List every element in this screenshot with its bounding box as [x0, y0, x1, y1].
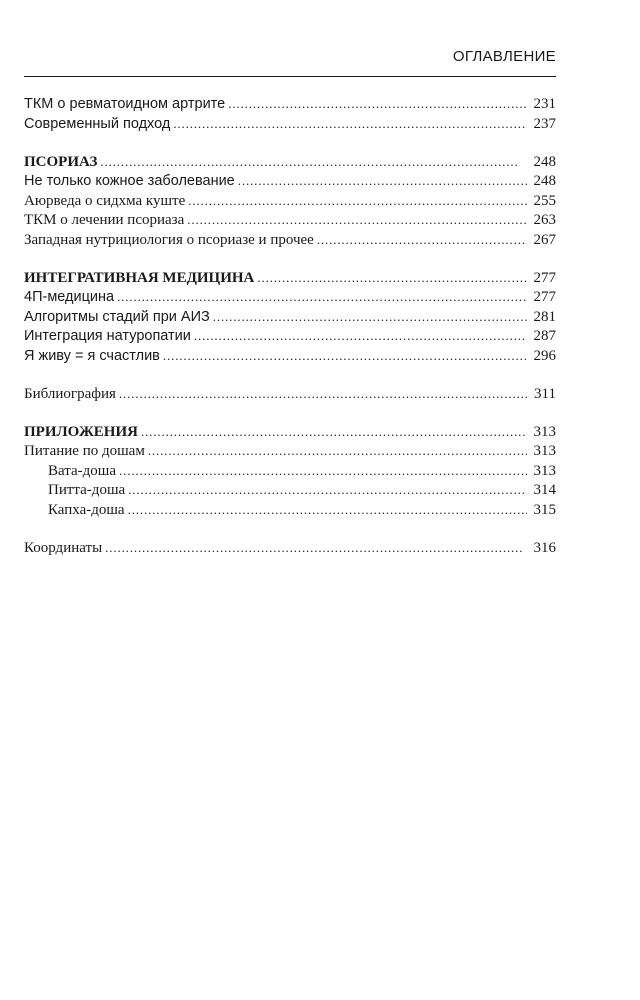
toc-entry[interactable]	[24, 326, 556, 346]
toc-leader	[128, 480, 527, 500]
toc-entry-title: Западная нутрициология о псориазе и прочее	[24, 231, 314, 248]
toc-entry[interactable]	[24, 307, 556, 327]
toc-leader	[187, 210, 527, 230]
toc-entry-title: Капха-доша	[48, 501, 125, 518]
toc-entry[interactable]	[24, 441, 556, 461]
toc-entry-page: 311	[534, 385, 556, 402]
toc-entry-title: Питание по дошам	[24, 443, 145, 459]
toc-leader	[228, 94, 527, 114]
toc-entry-page: 237	[533, 115, 556, 132]
toc-entry-page: 315	[533, 501, 556, 518]
table-of-contents	[24, 94, 556, 557]
toc-entry-page: 281	[533, 308, 556, 325]
toc-subentry[interactable]	[24, 500, 556, 520]
toc-leader	[238, 171, 527, 191]
toc-entry-page: 296	[533, 347, 556, 364]
toc-leader	[317, 230, 527, 250]
toc-entry-title: ТКМ о ревматоидном артрите	[24, 96, 226, 112]
toc-entry[interactable]	[24, 171, 556, 191]
toc-entry[interactable]	[24, 230, 556, 250]
toc-entry-title: Я живу = я счастлив	[24, 347, 160, 364]
header-rule	[24, 76, 556, 77]
toc-entry-page: 314	[533, 482, 556, 498]
toc-entry-title: Интеграция натуропатии	[24, 328, 191, 344]
toc-entry-page: 231	[533, 96, 556, 112]
toc-group-psoriasis	[24, 152, 556, 250]
toc-entry-title: Координаты	[24, 539, 103, 556]
toc-entry-page: 255	[533, 192, 556, 209]
toc-entry-title: Библиография	[24, 385, 116, 402]
toc-entry[interactable]	[24, 538, 556, 558]
toc-entry-page: 313	[533, 443, 556, 459]
toc-entry-page: 248	[533, 173, 556, 189]
toc-entry-page: 287	[533, 328, 556, 344]
toc-entry[interactable]	[24, 384, 556, 404]
toc-entry-page: 316	[533, 539, 556, 556]
toc-entry-title: ИНТЕГРАТИВНАЯ МЕДИЦИНА	[24, 269, 255, 286]
toc-entry-page: 277	[533, 269, 556, 286]
toc-leader	[105, 538, 527, 558]
toc-section-heading[interactable]	[24, 422, 556, 442]
toc-entry[interactable]	[24, 287, 556, 307]
toc-leader	[188, 191, 527, 211]
toc-leader	[141, 422, 527, 442]
toc-entry-title: Современный подход	[24, 115, 171, 132]
toc-leader	[100, 152, 527, 172]
toc-entry-page: 248	[533, 153, 556, 170]
toc-group-contacts	[24, 538, 556, 558]
toc-entry-page: 263	[533, 212, 556, 228]
toc-entry[interactable]	[24, 191, 556, 211]
toc-entry[interactable]	[24, 94, 556, 114]
toc-entry-title: Питта-доша	[48, 482, 126, 498]
toc-entry-title: 4П-медицина	[24, 289, 115, 305]
toc-entry-title: Вата-доша	[48, 462, 117, 479]
toc-leader	[117, 287, 527, 307]
toc-leader	[128, 500, 527, 520]
toc-leader	[194, 326, 527, 346]
toc-leader	[213, 307, 527, 327]
running-head: ОГЛАВЛЕНИЕ	[452, 48, 556, 65]
toc-entry-title: ТКМ о лечении псориаза	[24, 212, 185, 228]
toc-entry-title: Аюрведа о сидхма куште	[24, 192, 186, 209]
toc-entry[interactable]	[24, 114, 556, 134]
toc-group-integrative	[24, 268, 556, 366]
toc-leader	[119, 461, 527, 481]
toc-leader	[148, 441, 527, 461]
toc-entry-title: Не только кожное заболевание	[24, 173, 235, 189]
toc-section-heading[interactable]	[24, 268, 556, 288]
toc-entry-title: Алгоритмы стадий при АИЗ	[24, 308, 210, 325]
toc-group-rheumatoid	[24, 94, 556, 133]
toc-entry-title: ПСОРИАЗ	[24, 153, 98, 170]
toc-subentry[interactable]	[24, 461, 556, 481]
toc-entry-page: 277	[533, 289, 556, 305]
toc-entry-page: 267	[533, 231, 556, 248]
toc-entry-page: 313	[533, 462, 556, 479]
toc-section-heading[interactable]	[24, 152, 556, 172]
toc-entry[interactable]	[24, 210, 556, 230]
toc-entry[interactable]	[24, 346, 556, 366]
toc-leader	[163, 346, 527, 366]
toc-leader	[257, 268, 527, 288]
toc-entry-title: ПРИЛОЖЕНИЯ	[24, 423, 138, 440]
toc-entry-page: 313	[533, 423, 556, 440]
toc-subentry[interactable]	[24, 480, 556, 500]
toc-leader	[119, 384, 527, 404]
toc-group-bibliography	[24, 384, 556, 404]
toc-leader	[173, 114, 527, 134]
toc-group-appendices	[24, 422, 556, 520]
